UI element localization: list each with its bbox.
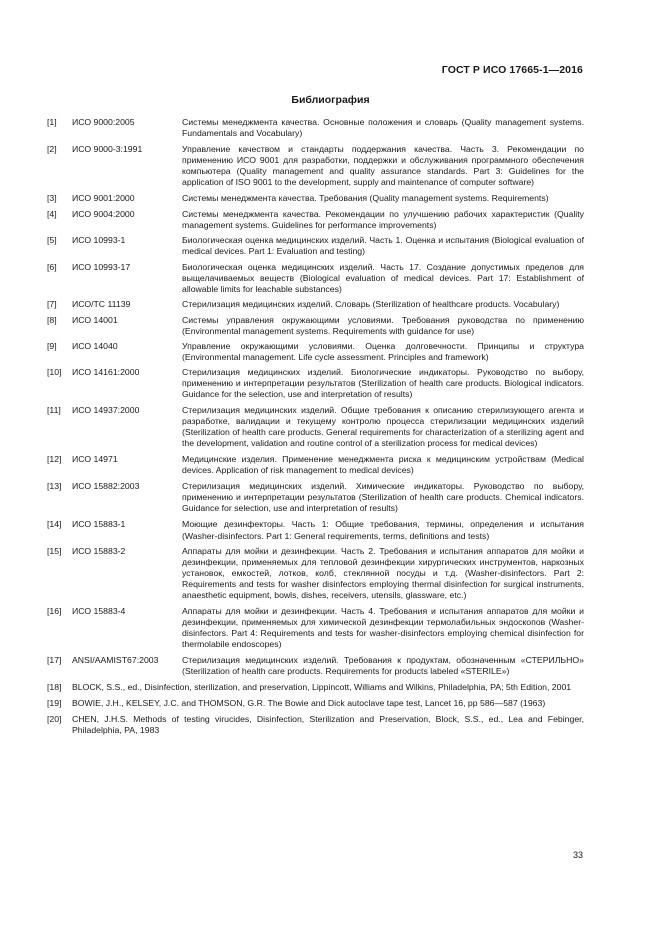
entry-number: [20] xyxy=(47,714,62,725)
entry-standard-code: ИСО 15883-1 xyxy=(72,519,126,530)
entry-standard-code: ИСО 14161:2000 xyxy=(72,366,140,377)
entry-description: Системы менеджмента качества. Рекомендации по улучшению рабочих характеристик (Quality management systems. Guidelines for performance improvements) xyxy=(182,209,584,231)
entry-number: [10] xyxy=(47,366,62,377)
entry-description: Системы менеджмента качества. Основные положения и словарь (Quality management systems. Fundamentals and Vocabulary) xyxy=(182,117,584,139)
bibliography-entry xyxy=(47,209,584,231)
entry-standard-code: ИСО 10993-1 xyxy=(72,235,126,246)
entry-description: Управление окружающими условиями. Оценка долговечности. Принципы и структура (Environmental management. Life cycle assessment. Principles and framework) xyxy=(182,340,584,362)
entry-description: CHEN, J.H.S. Methods of testing virucides, Disinfection, Sterilization and Preservation, Block, S.S., ed., Lea and Febinger, Philadelphia, PA, 1983 xyxy=(72,714,584,736)
entry-description: Биологическая оценка медицинских изделий. Часть 1. Оценка и испытания (Biological evaluation of medical devices. Part 1: Evaluation and testing) xyxy=(182,235,584,257)
entry-number: [6] xyxy=(47,261,57,272)
entry-number: [5] xyxy=(47,235,57,246)
standard-header: ГОСТ Р ИСО 17665-1—2016 xyxy=(441,64,583,76)
entry-description: Стерилизация медицинских изделий. Биологические индикаторы. Руководство по выбору, применению и интерпретации результатов (Sterilization of health care products. Biological indicators. Guidance for the selection, use and interpretation of results) xyxy=(182,366,584,399)
entry-description: Аппараты для мойки и дезинфекции. Часть 4. Требования и испытания аппаратов для мойки и дезинфекции, применяемых для химической дезинфекции термолабильных эндоскопов (Washer-disinfectors. Part 4: Requirements and tests for washer-disinfectors employing chemical disinfection for thermolabile endoscopes) xyxy=(182,605,584,649)
bibliography-entry xyxy=(47,546,584,601)
entry-number: [1] xyxy=(47,117,57,127)
bibliography-entry xyxy=(47,519,584,541)
entry-standard-code: ИСО 14971 xyxy=(72,454,118,465)
entry-description: BOWIE, J.H., KELSEY, J.C. and THOMSON, G.R. The Bowie and Dick autoclave tape test, Lancet 16, pp 586—587 (1963) xyxy=(72,698,546,709)
entry-number: [11] xyxy=(47,405,61,416)
bibliography-entry xyxy=(47,144,584,188)
bibliography-entry xyxy=(47,341,584,363)
entry-description: BLOCK, S.S., ed., Disinfection, sterilization, and preservation, Lippincott, Williams and Wilkins, Philadelphia, PA; 5th Edition, 2001 xyxy=(72,682,572,693)
entry-number: [16] xyxy=(47,605,62,616)
entry-number: [18] xyxy=(47,682,62,693)
entry-number: [2] xyxy=(47,144,57,155)
entry-number: [4] xyxy=(47,209,57,220)
bibliography-entry xyxy=(47,262,584,295)
bibliography-entry xyxy=(47,606,584,650)
entry-standard-code: ИСО 14001 xyxy=(72,314,118,325)
bibliography-entry xyxy=(47,193,584,204)
entry-description: Управление качеством и стандарты поддержания качества. Часть 3. Рекомендации по применению ИСО 9001 для разработки, поддержки и обслуживания программного обеспечения компьютера (Quality management and quality assurance standards. Part 3: Guidelines for the application of ISO 9001 to the development, supply and maintenance of computer software) xyxy=(182,144,584,188)
entry-standard-code: ANSI/AAMIST67:2003 xyxy=(72,654,159,665)
entry-description: Медицинские изделия. Применение менеджмента риска к медицинским устройствам (Medical devices. Application of risk management to medical devices) xyxy=(182,454,584,476)
bibliography-entry xyxy=(47,299,584,310)
entry-number: [13] xyxy=(47,481,62,492)
entry-description: Биологическая оценка медицинских изделий. Часть 17. Создание допустимых пределов для выщелачиваемых веществ (Biological evaluation of medical devices. Part 17: Establishment of allowable limits for leachable substances) xyxy=(182,261,584,294)
entry-description: Стерилизация медицинских изделий. Общие требования к описанию стерилизующего агента и разработке, валидации и текущему контролю процесса стерилизации медицинских изделий (Sterilization of health care products. General requirements for characterization of a sterilizing agent and the development, validation and routine control of a sterilization process for medical devices) xyxy=(182,405,584,449)
entry-description: Системы управления окружающими условиями. Требования руководства по применению (Environmental management systems. Requirements with guidance for use) xyxy=(182,314,584,336)
entry-number: [19] xyxy=(47,698,62,709)
page-title: Библиография xyxy=(291,94,370,106)
entry-description: Стерилизация медицинских изделий. Химические индикаторы. Руководство по выбору, применению и интерпретации результатов (Sterilization of health care products. Chemical indicators. Guidance for selection, use and interpretation of results) xyxy=(182,481,584,514)
entry-description: Стерилизация медицинских изделий. Требования к продуктам, обозначенным «СТЕРИЛЬНО» (Sterilization of health care products. Requirements for products labeled «STERILE») xyxy=(182,654,584,677)
entry-number: [9] xyxy=(47,340,57,351)
bibliography-entry xyxy=(47,698,584,709)
bibliography-entry xyxy=(47,682,584,693)
bibliography-list xyxy=(47,117,584,736)
entry-description: Стерилизация медицинских изделий. Словарь (Sterilization of healthcare products. Vocabulary) xyxy=(182,298,560,309)
bibliography-entry xyxy=(47,405,584,449)
entry-standard-code: ИСО 9004:2000 xyxy=(72,209,135,220)
entry-standard-code: ИСО 15883-2 xyxy=(72,545,126,556)
entry-number: [14] xyxy=(47,519,62,530)
entry-number: [17] xyxy=(47,654,62,665)
entry-description: Аппараты для мойки и дезинфекции. Часть 2. Требования и испытания аппаратов для мойки и дезинфекции, применяемых для тепловой дезинфекции хирургических инструментов, наркозных установок, емкостей, лотков, колб, стеклянной посуды и т.д. (Washer-disinfectors. Part 2: Requirements and tests for washer disinfectors employing thermal disinfection for surgical instruments, anaesthetic equipment, bowls, dishes, receivers, utensils, glassware, etc.) xyxy=(182,545,584,600)
bibliography-entry xyxy=(47,454,584,476)
entry-standard-code: ИСО 14937:2000 xyxy=(72,405,140,416)
entry-number: [3] xyxy=(47,193,57,204)
entry-standard-code: ИСО 9001:2000 xyxy=(72,193,135,204)
entry-number: [8] xyxy=(47,314,57,325)
entry-number: [7] xyxy=(47,298,57,309)
bibliography-entry xyxy=(47,481,584,514)
entry-standard-code: ИСО 9000-3:1991 xyxy=(72,144,143,155)
bibliography-entry xyxy=(47,235,584,257)
bibliography-entry xyxy=(47,714,584,736)
page-number: 33 xyxy=(572,850,583,860)
entry-standard-code: ИСО 10993-17 xyxy=(72,261,131,272)
entry-standard-code: ИСО 15882:2003 xyxy=(72,481,140,492)
bibliography-entry xyxy=(47,367,584,400)
entry-description: Моющие дезинфекторы. Часть 1: Общие требования, термины, определения и испытания (Washer-disinfectors. Part 1: General requirements, terms, definitions and tests) xyxy=(182,519,584,541)
bibliography-entry xyxy=(47,117,584,139)
entry-standard-code: ИСО 15883-4 xyxy=(72,605,126,616)
entry-standard-code: ИСО 9000:2005 xyxy=(72,117,135,127)
bibliography-entry xyxy=(47,315,584,337)
bibliography-entry xyxy=(47,655,584,677)
entry-number: [12] xyxy=(47,454,62,465)
entry-standard-code: ИСО/ТС 11139 xyxy=(72,298,131,309)
entry-description: Системы менеджмента качества. Требования (Quality management systems. Requirements) xyxy=(182,193,549,204)
entry-standard-code: ИСО 14040 xyxy=(72,340,118,351)
entry-number: [15] xyxy=(47,545,62,556)
